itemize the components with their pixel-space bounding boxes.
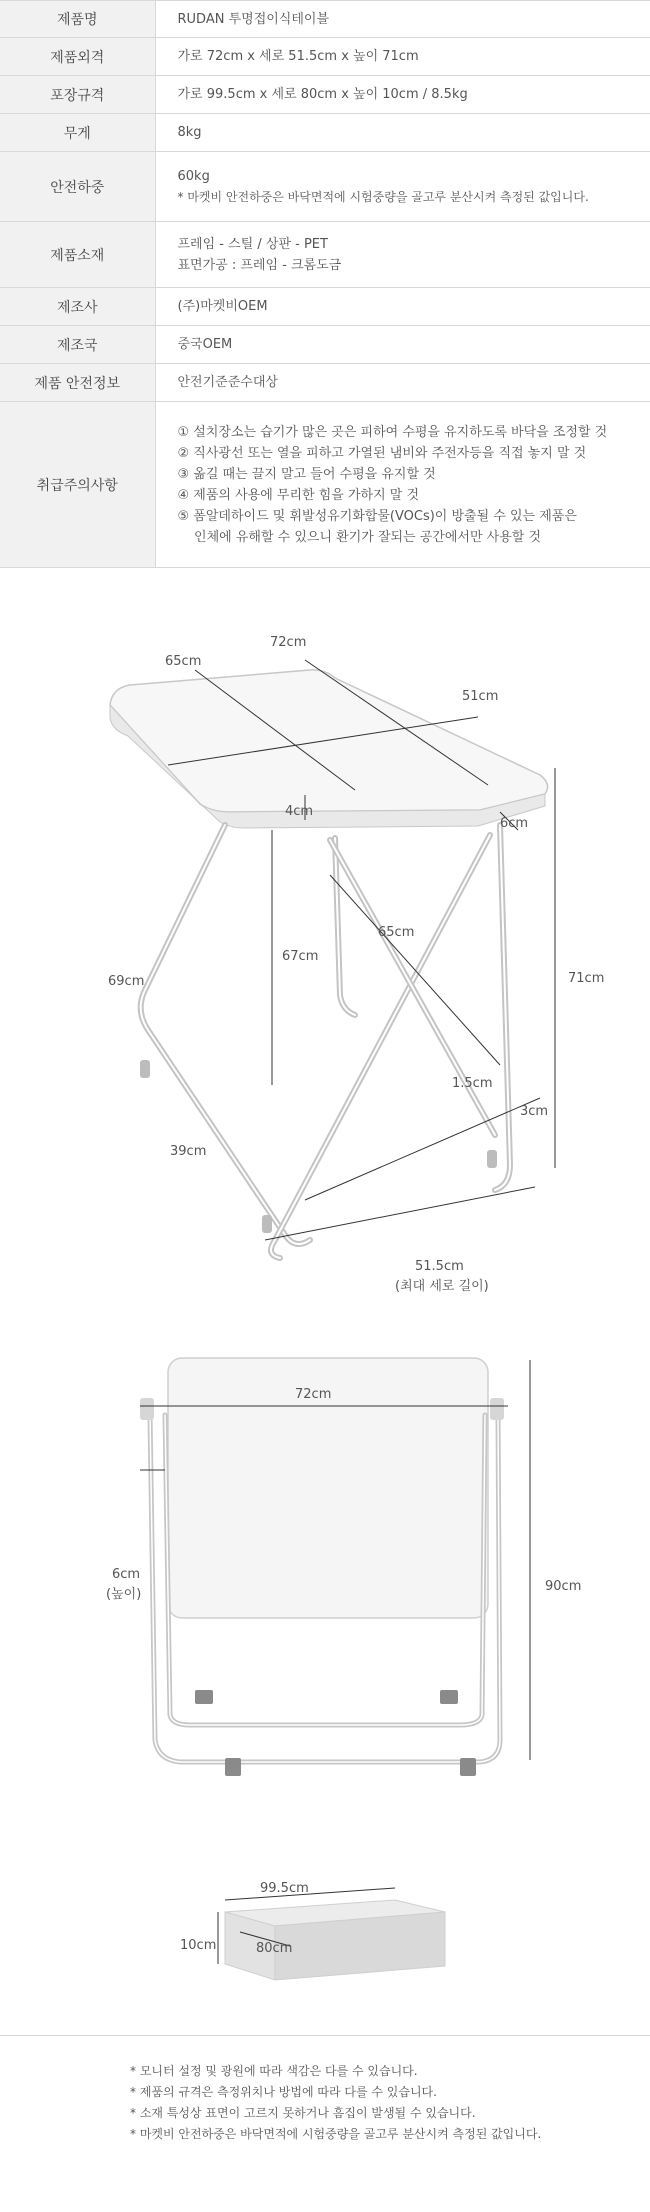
spec-label: 제품 안전정보 — [0, 364, 155, 402]
dim-max-depth: 51.5cm — [415, 1259, 464, 1274]
dim-total-height: 71cm — [568, 971, 605, 986]
dim-box-width: 80cm — [256, 1941, 293, 1956]
spec-value — [155, 364, 650, 402]
spec-value — [155, 402, 650, 568]
spec-row-size — [0, 38, 650, 76]
footnote-list — [130, 2061, 541, 2145]
spec-value-note: * 마켓비 안전하중은 바닥면적에 시험중량을 골고루 분산시켜 측정된 값입니다. — [177, 189, 589, 204]
caution-line: ② 직사광선 또는 열을 피하고 가열된 냄비와 주전자등을 직접 놓지 말 것 — [177, 445, 587, 461]
spec-label: 제품명 — [0, 1, 155, 38]
table-perspective-diagram — [0, 590, 650, 1310]
dim-top-diagonal: 65cm — [165, 654, 202, 669]
dim-leg-long: 69cm — [108, 974, 145, 989]
spec-value-line: 60kg — [177, 168, 210, 184]
caution-line: 인체에 유해할 수 있으니 환기가 잘되는 공간에서만 사용할 것 — [177, 529, 542, 545]
spec-label: 무게 — [0, 114, 155, 152]
spec-row-weight — [0, 114, 650, 152]
table-folded-diagram — [0, 1340, 650, 1820]
spec-row-caution — [0, 402, 650, 568]
dim-folded-thickness: 6cm — [112, 1567, 141, 1582]
spec-value — [155, 288, 650, 326]
spec-value — [155, 114, 650, 152]
spec-label: 제조국 — [0, 326, 155, 364]
spec-label: 제조사 — [0, 288, 155, 326]
dim-top-width: 72cm — [270, 635, 307, 650]
folded-svg — [0, 1340, 650, 1820]
spec-value — [155, 152, 650, 222]
box-svg — [0, 1870, 650, 2010]
spec-value-line: 가로 72cm x 세로 51.5cm x 높이 71cm — [177, 49, 419, 64]
footnote-item: * 제품의 규격은 측정위치나 방법에 따라 다를 수 있습니다. — [130, 2085, 437, 2099]
spec-value-line: 가로 99.5cm x 세로 80cm x 높이 10cm / 8.5kg — [177, 87, 468, 102]
dim-box-length: 99.5cm — [260, 1881, 309, 1896]
caution-line: ① 설치장소는 습기가 많은 곳은 피하여 수평을 유지하도록 바닥을 조정할 것 — [177, 424, 608, 440]
dim-inner-height: 67cm — [282, 949, 319, 964]
caution-line: ③ 옮길 때는 끌지 말고 들어 수평을 유지할 것 — [177, 466, 436, 482]
spec-label: 취급주의사항 — [0, 402, 155, 568]
spec-row-material — [0, 222, 650, 288]
spec-value — [155, 38, 650, 76]
spec-value-line: 8kg — [177, 125, 202, 140]
spec-row-name — [0, 1, 650, 38]
dim-folded-width: 72cm — [295, 1387, 332, 1402]
spec-label: 제품소재 — [0, 222, 155, 288]
spec-table — [0, 0, 650, 568]
spec-label: 포장규격 — [0, 76, 155, 114]
caution-line: ⑤ 폼알데하이드 및 휘발성유기화합물(VOCs)이 방출될 수 있는 제품은 — [177, 508, 577, 524]
dim-folded-thickness-note: (높이) — [106, 1587, 142, 1602]
spec-value — [155, 222, 650, 288]
dim-box-height: 10cm — [180, 1938, 217, 1953]
spec-value-line: 중국OEM — [177, 337, 233, 352]
dim-brace: 65cm — [378, 925, 415, 940]
spec-value — [155, 1, 650, 38]
footnote-item: * 모니터 설정 및 광원에 따라 색감은 다를 수 있습니다. — [130, 2064, 418, 2078]
spec-label: 제품외격 — [0, 38, 155, 76]
spec-label: 안전하중 — [0, 152, 155, 222]
dim-foot: 3cm — [520, 1104, 549, 1119]
footnotes — [0, 2035, 650, 2212]
spec-row-country — [0, 326, 650, 364]
caution-line: ④ 제품의 사용에 무리한 힘을 가하지 말 것 — [177, 487, 420, 503]
dim-max-depth-note: (최대 세로 길이) — [395, 1279, 489, 1294]
dim-top-thickness: 4cm — [285, 804, 314, 819]
spec-value-line: 안전기준준수대상 — [177, 375, 278, 390]
footnote-item: * 소재 특성상 표면이 고르지 못하거나 흠집이 발생될 수 있습니다. — [130, 2106, 476, 2120]
spec-value — [155, 326, 650, 364]
spec-row-maker — [0, 288, 650, 326]
box-illustration — [225, 1900, 445, 1980]
package-box-diagram — [0, 1870, 650, 2010]
spec-value-line: RUDAN 투명접이식테이블 — [177, 11, 330, 27]
spec-value — [155, 76, 650, 114]
frame-legs-illustration — [141, 825, 510, 1258]
spec-row-package — [0, 76, 650, 114]
spec-value-line: 프레임 - 스틸 / 상판 - PET — [177, 236, 328, 252]
spec-row-load — [0, 152, 650, 222]
dim-folded-height: 90cm — [545, 1579, 582, 1594]
spec-value-line: (주)마켓비OEM — [177, 299, 268, 314]
footnote-item: * 마켓비 안전하중은 바닥면적에 시험중량을 골고루 분산시켜 측정된 값입니다. — [130, 2127, 542, 2141]
spec-value-line: 표면가공 : 프레임 - 크롬도금 — [177, 257, 342, 273]
dim-top-depth: 51cm — [462, 689, 499, 704]
perspective-svg — [0, 590, 650, 1310]
dim-lower-brace: 39cm — [170, 1144, 207, 1159]
dim-edge-thickness: 6cm — [500, 816, 529, 831]
spec-row-safety — [0, 364, 650, 402]
dim-tube: 1.5cm — [452, 1076, 493, 1091]
